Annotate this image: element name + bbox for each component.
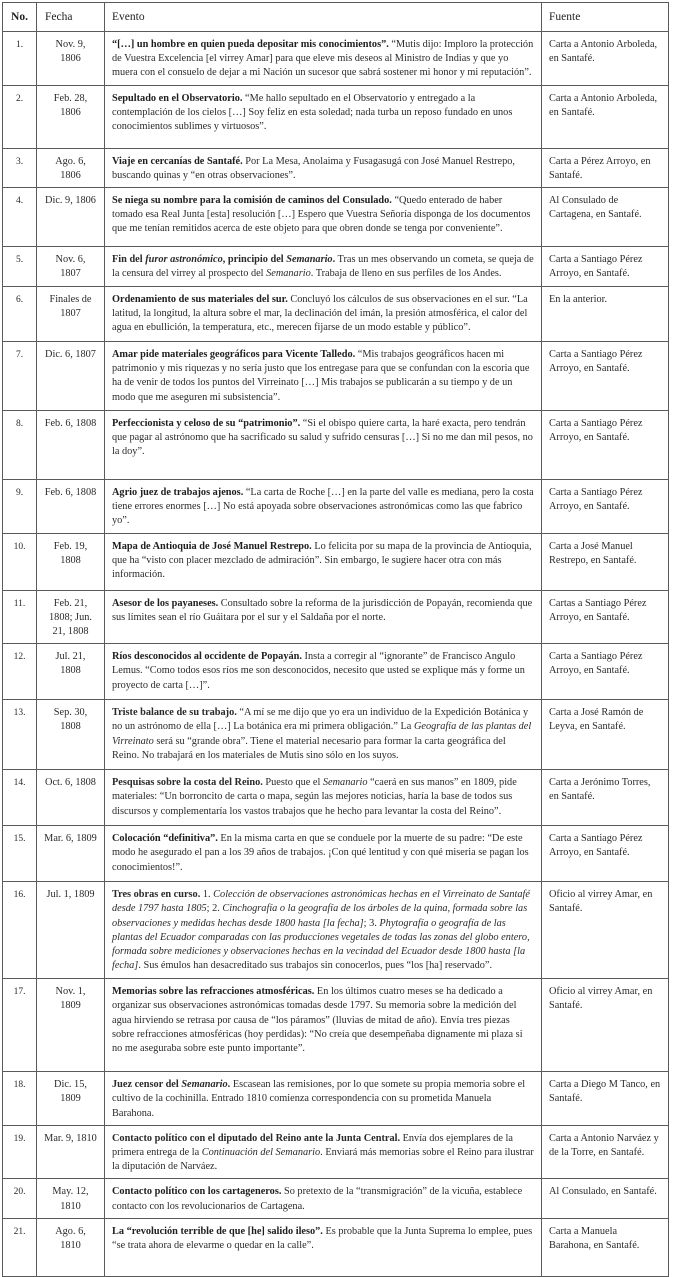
- event-body: Insta a corregir al “ignorante” de Francisco Angulo Lemus. “Como todos esos ríos me son desconocidos, necesito que usted se explique más y forme un proyecto de carta […]”.: [112, 651, 525, 691]
- row-source: Carta a Antonio Arboleda, en Santafé.: [542, 85, 669, 148]
- row-date: Feb. 6, 1808: [37, 480, 105, 534]
- table-row: [3, 979, 669, 1072]
- row-date: Feb. 19, 1808: [37, 533, 105, 590]
- event-title: Agrio juez de trabajos ajenos.: [112, 487, 244, 499]
- row-event: [105, 590, 542, 644]
- header-row: [3, 3, 669, 32]
- row-date: Dic. 6, 1807: [37, 342, 105, 411]
- row-number: 7.: [3, 342, 37, 411]
- row-number: 6.: [3, 287, 37, 342]
- row-date: Sep. 30, 1808: [37, 700, 105, 770]
- row-number: 20.: [3, 1179, 37, 1218]
- row-date: Jul. 21, 1808: [37, 644, 105, 700]
- row-source: Carta a Jerónimo Torres, en Santafé.: [542, 770, 669, 826]
- row-event: [105, 979, 542, 1072]
- header-fuente: Fuente: [542, 3, 669, 32]
- row-event: [105, 287, 542, 342]
- row-source: Carta a Pérez Arroyo, en Santafé.: [542, 148, 669, 187]
- event-text: Contacto político con el diputado del Reino ante la Junta Central. Envía dos ejemplares de la primera entrega de la Continuación del Semanario. Enviará más memorias sobre el Reino para ilustrar la diputación de Narváez.: [112, 1132, 534, 1173]
- row-date: Nov. 9, 1806: [37, 32, 105, 86]
- row-number: 3.: [3, 148, 37, 187]
- table-body: [3, 32, 669, 1277]
- row-date: Finales de 1807: [37, 287, 105, 342]
- table-row: [3, 882, 669, 979]
- row-source: Carta a José Ramón de Leyva, en Santafé.: [542, 700, 669, 770]
- row-source: Oficio al virrey Amar, en Santafé.: [542, 882, 669, 979]
- row-source: Oficio al virrey Amar, en Santafé.: [542, 979, 669, 1072]
- row-event: [105, 826, 542, 882]
- event-title: Sepultado en el Observatorio.: [112, 92, 243, 104]
- table-row: [3, 342, 669, 411]
- table-row: [3, 411, 669, 480]
- event-title: Viaje en cercanías de Santafé.: [112, 155, 243, 167]
- row-number: 9.: [3, 480, 37, 534]
- row-event: [105, 85, 542, 148]
- table-header: [3, 3, 669, 32]
- row-date: Dic. 15, 1809: [37, 1072, 105, 1126]
- event-title: Amar pide materiales geográficos para Vicente Talledo.: [112, 349, 356, 361]
- header-evento: Evento: [105, 3, 542, 32]
- table-row: [3, 1218, 669, 1276]
- row-event: [105, 644, 542, 700]
- row-date: Ago. 6, 1806: [37, 148, 105, 187]
- event-text: Triste balance de su trabajo. “A mí se me dijo que yo era un individuo de la Expedición Botánica y no un astrónomo de ella […] La botánica era mi primera obligación.” La Geografía de las plantas del Virreinato será su “grande obra”. Tiene el material necesario para formar la carta geográfica del Reino. No trabajará en los materiales de Mutis sino sólo en los suyos.: [112, 707, 532, 761]
- row-number: 5.: [3, 247, 37, 287]
- row-source: Cartas a Santiago Pérez Arroyo, en Santafé.: [542, 590, 669, 644]
- row-number: 2.: [3, 85, 37, 148]
- row-event: [105, 533, 542, 590]
- event-text: Tres obras en curso. 1. Colección de observaciones astronómicas hechas en el Virreinato de Santafé desde 1797 hasta 1805; 2. Cinchografía o la geografía de los árboles de la quina, formada sobre las observaciones y medidas hechas desde 1800 hasta [la fecha]; 3. Phytografía o geografía de las plantas del Ecuador comparadas con las producciones vegetales de todas las zonas del globo entero, formada sobre mediciones y observaciones hechas en la vecindad del Ecuador desde 1800 hasta [la fecha]. Sus émulos han desacreditado sus trabajos sin conocerlos, pues “los [ha] reservado”.: [112, 889, 530, 972]
- row-date: Nov. 6, 1807: [37, 247, 105, 287]
- row-event: [105, 342, 542, 411]
- row-date: Feb. 6, 1808: [37, 411, 105, 480]
- row-source: Carta a Santiago Pérez Arroyo, en Santafé.: [542, 826, 669, 882]
- table-row: [3, 287, 669, 342]
- row-event: [105, 770, 542, 826]
- event-body: Por La Mesa, Anolaima y Fusagasugá con José Manuel Restrepo, buscando quinas y “en otras observaciones”.: [112, 155, 515, 181]
- chronology-table: [2, 2, 669, 1277]
- row-source: Carta a Santiago Pérez Arroyo, en Santafé.: [542, 411, 669, 480]
- row-number: 1.: [3, 32, 37, 86]
- row-source: Carta a Santiago Pérez Arroyo, en Santafé.: [542, 342, 669, 411]
- event-body: “Si el obispo quiere carta, la haré exacta, pero tendrán que pagar al astrónomo que ha sacrificado su salud y sufrido censuras […] Si no me dan mil pesos, no la doy”.: [112, 418, 533, 458]
- event-body: So pretexto de la “transmigración” de la vicuña, establece contacto con los revolucionarios de Cartagena.: [112, 1186, 523, 1212]
- row-event: [105, 1072, 542, 1126]
- row-number: 15.: [3, 826, 37, 882]
- event-text: Juez censor del Semanario. Escasean las remisiones, por lo que somete su propia memoria sobre el cultivo de la cochinilla. Entrado 1810 comienza correspondencia con su prometida Manuela Barahona.: [112, 1079, 526, 1119]
- table-row: [3, 32, 669, 86]
- table-row: [3, 247, 669, 287]
- event-title: Asesor de los payaneses.: [112, 597, 219, 609]
- row-number: 16.: [3, 882, 37, 979]
- row-event: [105, 1179, 542, 1218]
- table-row: [3, 700, 669, 770]
- table-row: [3, 644, 669, 700]
- table-row: [3, 188, 669, 247]
- event-text: Fin del furor astronómico, principio del Semanario. Tras un mes observando un cometa, se queja de la censura del virrey al prospecto del Semanario. Trabaja de lleno en sus perfiles de los Andes.: [112, 254, 534, 280]
- event-body: Consultado sobre la reforma de la jurisdicción de Popayán, recomienda que sus límites sean el río Guáitara por el sur y el Saldaña por el norte.: [112, 597, 533, 623]
- row-number: 21.: [3, 1218, 37, 1276]
- row-number: 12.: [3, 644, 37, 700]
- event-title: “[…] un hombre en quien pueda depositar mis conocimientos”.: [112, 39, 389, 50]
- row-source: Carta a Antonio Narváez y de la Torre, en Santafé.: [542, 1125, 669, 1179]
- row-event: [105, 480, 542, 534]
- row-date: Feb. 28, 1806: [37, 85, 105, 148]
- row-source: Al Consulado de Cartagena, en Santafé.: [542, 188, 669, 247]
- row-source: Carta a Diego M Tanco, en Santafé.: [542, 1072, 669, 1126]
- row-date: May. 12, 1810: [37, 1179, 105, 1218]
- row-number: 17.: [3, 979, 37, 1072]
- event-body: “Mutis dijo: Imploro la protección de Vuestra Excelencia [el virrey Amar] para que eleve mis deseos al Ministro de Indias y que yo muera con el consuelo de dejar a mi Nación un sucesor que sabrá sostener mi honor y mi reputación”.: [112, 39, 534, 79]
- event-title: Perfeccionista y celoso de su “patrimonio”.: [112, 418, 301, 430]
- event-body: En los últimos cuatro meses se ha dedicado a organizar sus observaciones astronómicas tomadas desde 1797. Su memoria sobre la medición del agua hirviendo se retrasa por causa de “los páramos” (lluvias de mitad de año). Envía tres piezas sobre refracciones atmosféricas (hoy perdidas): “No creía que desempeñaba dignamente mi plaza si no me aseguraba sobre este punto importante”.: [112, 986, 523, 1055]
- event-body: “La carta de Roche […] en la parte del valle es mediana, pero la costa tiene errores enormes […] No está apoyada sobre observaciones astronómicas como las que fabrico yo”.: [112, 487, 534, 527]
- table-row: [3, 826, 669, 882]
- row-number: 4.: [3, 188, 37, 247]
- row-source: Carta a Santiago Pérez Arroyo, en Santafé.: [542, 480, 669, 534]
- table-row: [3, 148, 669, 187]
- row-event: [105, 247, 542, 287]
- row-date: Dic. 9, 1806: [37, 188, 105, 247]
- row-number: 10.: [3, 533, 37, 590]
- row-source: Carta a Manuela Barahona, en Santafé.: [542, 1218, 669, 1276]
- table-row: [3, 1072, 669, 1126]
- row-date: Mar. 9, 1810: [37, 1125, 105, 1179]
- row-number: 8.: [3, 411, 37, 480]
- event-title: La “revolución terrible de que [he] salido ileso”.: [112, 1225, 323, 1237]
- row-source: Carta a Santiago Pérez Arroyo, en Santafé.: [542, 247, 669, 287]
- row-event: [105, 188, 542, 247]
- event-title: Contacto político con los cartageneros.: [112, 1186, 282, 1198]
- event-body: Lo felicita por su mapa de la provincia de Antioquia, que ha “visto con placer mezclado de admiración”. Sin embargo, le sugiere hacer otra con más información.: [112, 540, 532, 581]
- table-row: [3, 533, 669, 590]
- event-body: “Me hallo sepultado en el Observatorio y entregado a la contemplación de los cielos […] Soy feliz en esta soledad; nada turba un reposo fundado en unos conocimientos sublimes y virtuosos”.: [112, 92, 513, 133]
- row-date: Mar. 6, 1809: [37, 826, 105, 882]
- row-event: [105, 1218, 542, 1276]
- event-body: En la misma carta en que se conduele por la muerte de su padre: “De este modo he asegurado el pan a los 39 años de trabajos. ¡Con qué lentitud y con qué miseria se pagan los conocimientos!”.: [112, 833, 529, 873]
- row-source: En la anterior.: [542, 287, 669, 342]
- row-number: 14.: [3, 770, 37, 826]
- event-title: Mapa de Antioquia de José Manuel Restrepo.: [112, 540, 312, 552]
- row-date: Nov. 1, 1809: [37, 979, 105, 1072]
- row-event: [105, 1125, 542, 1179]
- row-number: 11.: [3, 590, 37, 644]
- header-no: No.: [3, 3, 37, 32]
- row-date: Oct. 6, 1808: [37, 770, 105, 826]
- event-title: Se niega su nombre para la comisión de caminos del Consulado.: [112, 195, 392, 207]
- row-date: Ago. 6, 1810: [37, 1218, 105, 1276]
- event-title: Ríos desconocidos al occidente de Popayán.: [112, 651, 302, 663]
- row-event: [105, 882, 542, 979]
- row-event: [105, 148, 542, 187]
- table-row: [3, 1179, 669, 1218]
- event-title: Colocación “definitiva”.: [112, 833, 218, 845]
- event-title: Memorias sobre las refracciones atmosféricas.: [112, 986, 315, 998]
- row-source: Carta a Antonio Arboleda, en Santafé.: [542, 32, 669, 86]
- table-row: [3, 590, 669, 644]
- row-number: 18.: [3, 1072, 37, 1126]
- event-body: “Mis trabajos geográficos hacen mi patrimonio y mis riquezas y no sería justo que los entregase para que se confundan con la escoria que ha de venir de todos los puntos del Virreinato […] Mis trabajos se publicarán a su tiempo y de un modo que me aseguren mi subsistencia”.: [112, 349, 530, 403]
- row-date: Jul. 1, 1809: [37, 882, 105, 979]
- row-event: [105, 32, 542, 86]
- event-title: Ordenamiento de sus materiales del sur.: [112, 294, 288, 306]
- event-body: Es probable que la Junta Suprema lo emplee, pues “se trata ahora de elevarme o quedar en la calle”.: [112, 1225, 533, 1252]
- row-event: [105, 411, 542, 480]
- header-fecha: Fecha: [37, 3, 105, 32]
- row-source: Carta a José Manuel Restrepo, en Santafé.: [542, 533, 669, 590]
- table-row: [3, 770, 669, 826]
- table-row: [3, 1125, 669, 1179]
- row-date: Feb. 21, 1808; Jun. 21, 1808: [37, 590, 105, 644]
- event-body: “Quedo enterado de haber tomado esa Real Junta [esta] resolución […] Espero que Vuestra Señoría disponga de los documentos que me tenían remitidos acerca de este objeto para que obren donde se tenga por conveniente”.: [112, 195, 531, 235]
- row-number: 13.: [3, 700, 37, 770]
- event-text: Pesquisas sobre la costa del Reino. Puesto que el Semanario “caerá en sus manos” en 1809, pide materiales: “Un borroncito de carta o mapa, según las mejores noticias, haría la base de todos sus discursos y complementaría los vastos trabajos que he hecho para levantar la costa del Reino”.: [112, 777, 517, 817]
- row-number: 19.: [3, 1125, 37, 1179]
- table-row: [3, 480, 669, 534]
- event-body: Concluyó los cálculos de sus observaciones en el sur. “La latitud, la longitud, la altura sobre el mar, la declinación del imán, la presión atmosférica, el calor del agua en ebullición, la temperatura, etc., merecen fijarse de un modo estable y público”.: [112, 294, 528, 334]
- row-source: Carta a Santiago Pérez Arroyo, en Santafé.: [542, 644, 669, 700]
- row-event: [105, 700, 542, 770]
- table-row: [3, 85, 669, 148]
- row-source: Al Consulado, en Santafé.: [542, 1179, 669, 1218]
